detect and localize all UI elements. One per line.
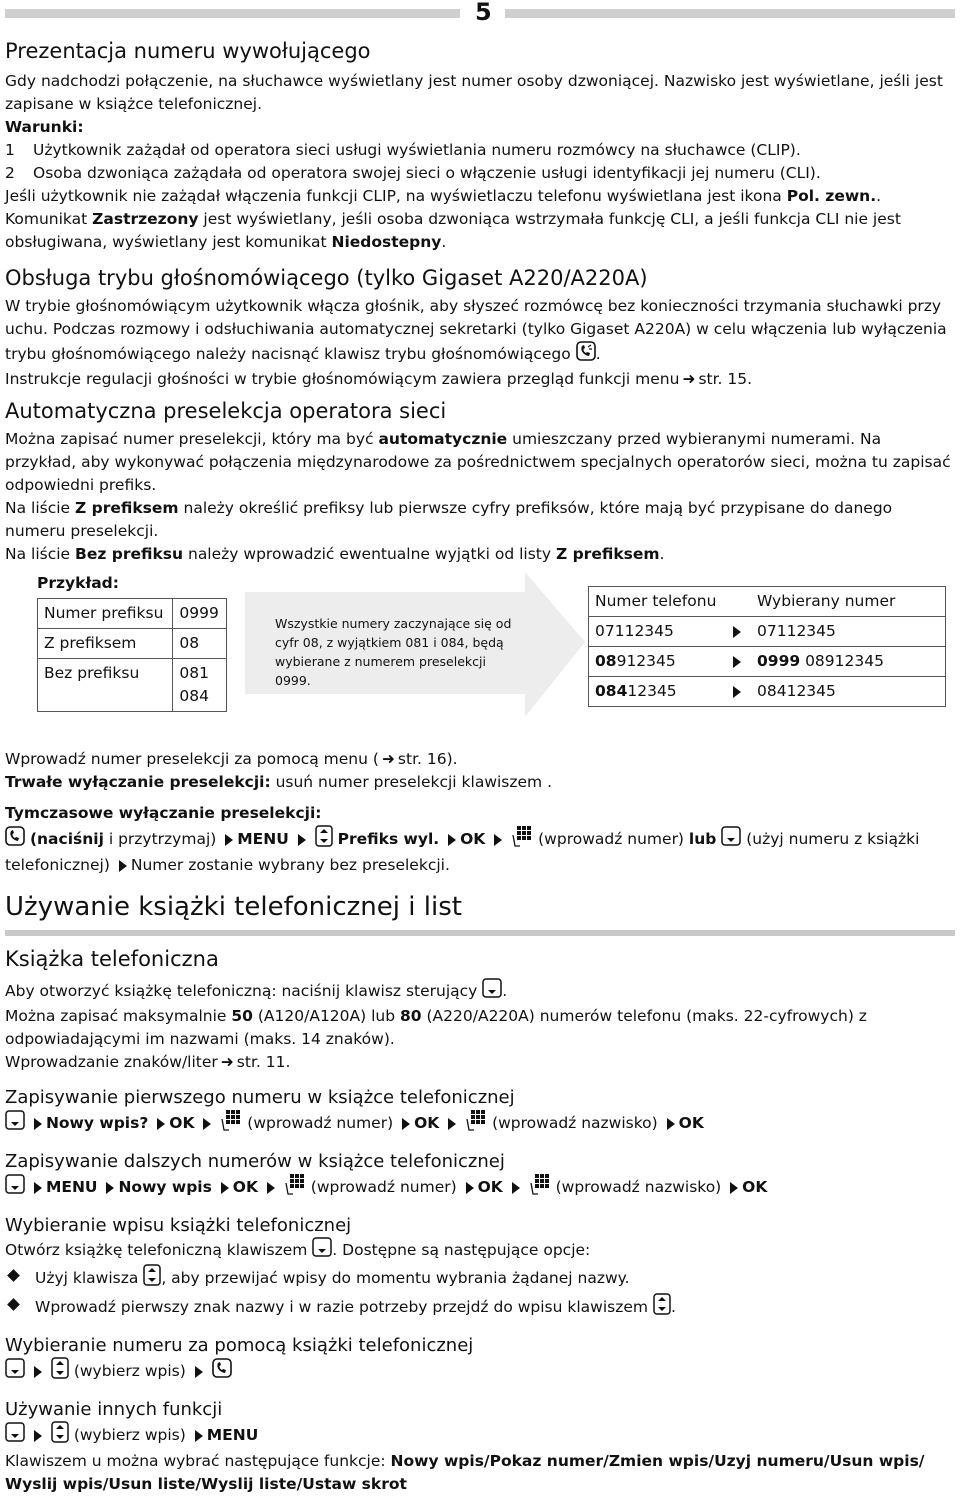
s3-options xyxy=(5,1264,955,1322)
phonebook-p1: Aby otworzyć książkę telefoniczną: naciśnij klawisz sterujący . xyxy=(5,978,955,1005)
arrow-icon xyxy=(494,834,502,846)
chapter-title: Używanie książki telefonicznej i list xyxy=(5,892,462,922)
table-cell: 0999 xyxy=(173,599,227,629)
arrow-icon xyxy=(106,1182,114,1194)
speaker-p2: Instrukcje regulacji głośności w trybie głośnomówiącym zawiera przegląd funkcji menu ➜ str. 15. xyxy=(5,368,955,391)
arrow-icon xyxy=(733,626,741,638)
arrow-icon xyxy=(195,1430,203,1442)
arrow-icon xyxy=(34,1430,42,1442)
arrow-icon xyxy=(267,1182,275,1194)
nav-updown-icon xyxy=(653,1293,671,1322)
header-rule-left xyxy=(5,9,460,18)
arrow-icon xyxy=(448,834,456,846)
keypad-icon xyxy=(529,1173,551,1202)
table-cell: Bez prefiksu xyxy=(38,659,173,712)
arrow-right-icon: ➜ xyxy=(381,750,395,768)
preselect-p2: Na liście Z prefiksem należy określić prefiksy lub pierwsze cyfry prefiksów, które mają być przypisane do danego numeru preselekcji. xyxy=(5,499,893,540)
phonebook-section xyxy=(5,946,955,1496)
prefix-table xyxy=(37,598,227,712)
arrow-icon xyxy=(34,1366,42,1378)
enter-prefix-text: Wprowadź numer preselekcji za pomocą menu ( ➜ str. 16). xyxy=(5,748,955,771)
example-note: Wszystkie numery zaczynające się od cyfr 08, z wyjątkiem 081 i 084, będą wybierane z numerem preselekcji 0999. xyxy=(275,616,512,688)
condition-1: 1 Użytkownik zażądał od operatora sieci usługi wyświetlania numeru rozmówcy na słuchawce (CLIP). xyxy=(5,141,801,159)
table-row xyxy=(589,617,946,647)
table-row xyxy=(38,659,227,712)
arrow-icon xyxy=(730,1182,738,1194)
table-header: Wybierany numer xyxy=(751,587,946,617)
list-item: Wprowadź pierwszy znak nazwy i w razie potrzeby przejdź do wpisu klawiszem . xyxy=(5,1293,955,1322)
arrow-icon xyxy=(512,1182,520,1194)
clip-note: Jeśli użytkownik nie zażądał włączenia funkcji CLIP, na wyświetlaczu telefonu wyświetlana jest ikona Pol. zewn.. Komunikat Zastrzezony jest wyświetlany, jeśli osoba dzwoniąca wstrzymała funkcję CLI, a jeśli funkcja CLI nie jest obsługiwana, wyświetlany jest komunikat Niedostepny. xyxy=(5,187,901,251)
table-row xyxy=(589,587,946,617)
keypad-icon xyxy=(465,1109,487,1138)
arrow-icon xyxy=(733,686,741,698)
keypad-icon xyxy=(284,1173,306,1202)
s3-title: Wybieranie wpisu książki telefonicznej xyxy=(5,1215,352,1236)
preselect-title: Automatyczna preselekcja operatora sieci xyxy=(5,399,447,423)
nav-updown-icon xyxy=(143,1264,161,1293)
phonebook-chapter xyxy=(5,892,955,922)
table-cell: 08412345 xyxy=(751,677,946,707)
phonebook-key-icon xyxy=(5,1110,25,1137)
list-item: Użyj klawisza , aby przewijać wpisy do momentu wybrania żądanej nazwy. xyxy=(5,1264,955,1293)
table-cell: 08 xyxy=(173,629,227,659)
arrow-icon xyxy=(34,1118,42,1130)
table-row xyxy=(589,677,946,707)
s3-p: Otwórz książkę telefoniczną klawiszem . Dostępne są następujące opcje: xyxy=(5,1237,955,1264)
nav-updown-icon xyxy=(51,1421,69,1450)
talk-key-icon xyxy=(5,826,25,853)
table-cell: 08912345 xyxy=(589,647,752,677)
phonebook-p3: Wprowadzanie znaków/liter ➜ str. 11. xyxy=(5,1051,955,1074)
keypad-icon xyxy=(220,1109,242,1138)
table-row xyxy=(589,647,946,677)
table-cell: Z prefiksem xyxy=(38,629,173,659)
arrow-icon xyxy=(203,1118,211,1130)
temp-disable-steps: (naciśnij i przytrzymaj) MENU Prefiks wyl. OK (wprowadź numer) lub (użyj numeru z książki telefonicznej) Numer zostanie wybrany bez preselekcji. xyxy=(5,825,955,877)
s5-functions: Klawiszem u można wybrać następujące funkcje: Nowy wpis/Pokaz numer/Zmien wpis/Uzyj numeru/Usun wpis/ xyxy=(5,1452,925,1470)
phonebook-key-icon xyxy=(5,1422,25,1449)
temp-disable-label: Tymczasowe wyłączanie preselekcji: xyxy=(5,804,322,822)
header-rule-right xyxy=(505,9,955,18)
clip-section xyxy=(5,38,955,254)
clip-intro: Gdy nadchodzi połączenie, na słuchawce wyświetlany jest numer osoby dzwoniącej. Nazwisko jest wyświetlane, jeśli jest zapisane w książce telefonicznej. xyxy=(5,72,943,113)
table-cell: 07112345 xyxy=(751,617,946,647)
s5-steps: (wybierz wpis) MENU xyxy=(5,1421,955,1450)
s2-steps: MENU Nowy wpis OK (wprowadź numer) OK (wprowadź nazwisko) OK xyxy=(5,1173,955,1202)
table-cell: 0999 08912345 xyxy=(751,647,946,677)
header-bar xyxy=(5,0,955,26)
arrow-icon xyxy=(448,1118,456,1130)
chapter-rule xyxy=(5,930,955,936)
preselect-instructions xyxy=(5,748,955,877)
speaker-section xyxy=(5,265,955,391)
s5-title: Używanie innych funkcji xyxy=(5,1399,223,1420)
table-cell: 08412345 xyxy=(589,677,752,707)
s5-functions-2: Wyslij wpis/Usun liste/Wyslij liste/Ustaw skrot xyxy=(5,1475,407,1493)
table-cell: 081 084 xyxy=(173,659,227,712)
arrow-icon xyxy=(157,1118,165,1130)
arrow-icon xyxy=(34,1182,42,1194)
arrow-icon xyxy=(298,834,306,846)
s4-steps: (wybierz wpis) xyxy=(5,1357,955,1386)
conditions-label: Warunki: xyxy=(5,118,84,136)
arrow-right-icon: ➜ xyxy=(682,370,696,388)
s4-title: Wybieranie numeru za pomocą książki telefonicznej xyxy=(5,1335,474,1356)
arrow-icon xyxy=(119,860,127,872)
preselect-p1: Można zapisać numer preselekcji, który ma być automatycznie umieszczany przed wybieranymi numerami. Na przykład, aby wykonywać połączenia międzynarodowe za pośrednictwem specjalnych operatorów sieci, można tu zapisać odpowiedni prefiks. xyxy=(5,430,951,494)
nav-updown-icon xyxy=(51,1357,69,1386)
table-header: Numer telefonu xyxy=(589,587,752,617)
preselect-p3: Na liście Bez prefiksu należy wprowadzić ewentualne wyjątki od listy Z prefiksem. xyxy=(5,545,665,563)
arrow-icon xyxy=(402,1118,410,1130)
arrow-icon xyxy=(733,656,741,668)
page-number: 5 xyxy=(475,0,492,26)
permanent-disable-text: Trwałe wyłączanie preselekcji: usuń numer preselekcji klawiszem . xyxy=(5,773,553,791)
table-cell: Numer prefiksu xyxy=(38,599,173,629)
arrow-icon xyxy=(466,1182,474,1194)
example-label: Przykład: xyxy=(37,574,119,592)
speaker-key-icon xyxy=(576,341,596,368)
phonebook-key-icon xyxy=(5,1358,25,1385)
example-area xyxy=(5,570,955,740)
table-cell: 07112345 xyxy=(589,617,752,647)
talk-key-icon xyxy=(212,1358,232,1385)
speaker-title: Obsługa trybu głośnomówiącego (tylko Gigaset A220/A220A) xyxy=(5,266,648,290)
phonebook-p2: Można zapisać maksymalnie 50 (A120/A120A) lub 80 (A220/A220A) numerów telefonu (maks. 22-cyfrowych) z odpowiadającymi im nazwami (maks. 14 znaków). xyxy=(5,1007,867,1048)
arrow-right-icon: ➜ xyxy=(220,1053,234,1071)
dial-table xyxy=(588,586,946,707)
arrow-icon xyxy=(195,1366,203,1378)
arrow-icon xyxy=(225,834,233,846)
phonebook-subtitle: Książka telefoniczna xyxy=(5,947,219,971)
table-row xyxy=(38,629,227,659)
preselect-section xyxy=(5,398,955,566)
clip-title: Prezentacja numeru wywołującego xyxy=(5,39,371,63)
keypad-icon xyxy=(511,825,533,854)
table-row xyxy=(38,599,227,629)
s1-steps: Nowy wpis? OK (wprowadź numer) OK (wprowadź nazwisko) OK xyxy=(5,1109,955,1138)
phonebook-key-icon xyxy=(312,1237,332,1264)
phonebook-key-icon xyxy=(482,978,502,1005)
phonebook-key-icon xyxy=(5,1174,25,1201)
arrow-icon xyxy=(221,1182,229,1194)
phonebook-key-icon xyxy=(721,826,741,853)
nav-updown-icon xyxy=(315,825,333,854)
arrow-icon xyxy=(667,1118,675,1130)
condition-2: 2 Osoba dzwoniąca zażądała od operatora swojej sieci o włączenie usługi identyfikacji jej numeru (CLI). xyxy=(5,164,821,182)
speaker-p1: W trybie głośnomówiącym użytkownik włącza głośnik, aby słyszeć rozmówcę bez konieczności trzymania słuchawki przy uchu. Podczas rozmowy i odsłuchiwania automatycznej sekretarki (tylko Gigaset A220A) w celu włączenia lub wyłączenia trybu głośnomówiącego należy nacisnąć klawisz trybu głośnomówiącego . xyxy=(5,295,955,368)
s1-title: Zapisywanie pierwszego numeru w książce telefonicznej xyxy=(5,1087,515,1108)
s2-title: Zapisywanie dalszych numerów w książce telefonicznej xyxy=(5,1151,505,1172)
